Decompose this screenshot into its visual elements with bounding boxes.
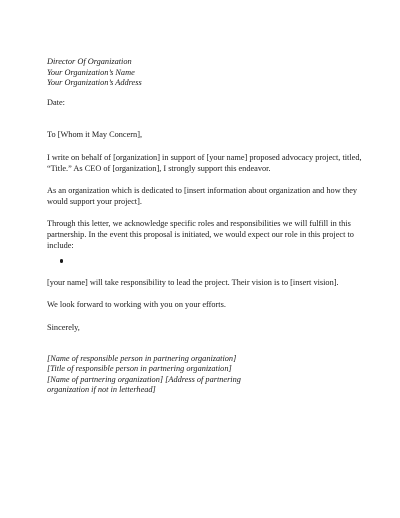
paragraph-closing-remark (47, 300, 377, 311)
sender-block (47, 57, 377, 89)
paragraph-support (47, 153, 377, 174)
paragraph-line: As an organization which is dedicated to [insert information about organization and how they (47, 186, 358, 196)
signature-title: [Title of responsible person in partnering organization] (47, 364, 232, 374)
paragraph-line: include: (47, 240, 74, 250)
closing-text: Sincerely, (47, 322, 80, 332)
date-line (47, 98, 377, 109)
paragraph-line: would support your project]. (47, 196, 142, 206)
letter-body (47, 57, 377, 396)
signature-block (47, 354, 377, 396)
paragraph-line: [your name] will take responsibility to lead the project. Their vision is to [insert vision]. (47, 277, 339, 287)
sender-organization-address: Your Organization’s Address (47, 78, 142, 88)
closing (47, 323, 377, 334)
salutation-text: To [Whom it May Concern], (47, 130, 143, 140)
paragraph-line: I write on behalf of [organization] in support of [your name] proposed advocacy project, titled, (47, 152, 362, 162)
paragraph-line: Through this letter, we acknowledge specific roles and responsibilities we will fulfill in this (47, 219, 351, 229)
signature-address: organization if not in letterhead] (47, 385, 156, 395)
paragraph-vision (47, 278, 377, 289)
sender-organization-name: Your Organization’s Name (47, 67, 135, 77)
bullet-icon (60, 259, 63, 262)
date-label: Date: (47, 97, 65, 107)
paragraph-organization (47, 186, 377, 207)
signature-organization: [Name of partnering organization] [Address of partnering (47, 374, 241, 384)
bullet-list (47, 255, 377, 266)
paragraph-roles (47, 219, 377, 251)
sender-title: Director Of Organization (47, 57, 132, 66)
paragraph-line: partnership. In the event this proposal is initiated, we would expect our role in this project to (47, 229, 354, 239)
salutation (47, 130, 377, 141)
signature-name: [Name of responsible person in partnering organization] (47, 353, 237, 363)
paragraph-line: We look forward to working with you on your efforts. (47, 300, 226, 310)
paragraph-line: “Title.” As CEO of [organization], I strongly support this endeavor. (47, 163, 271, 173)
